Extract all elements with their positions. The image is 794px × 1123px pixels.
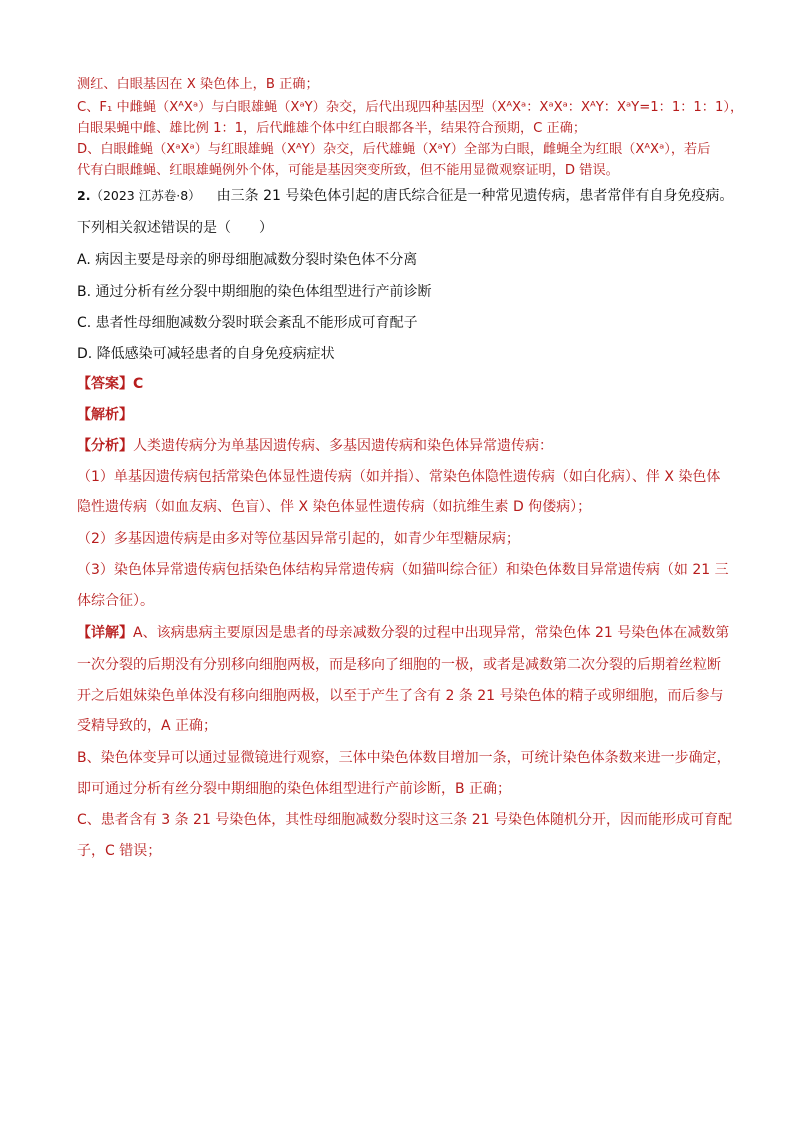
analysis-intro-text: 人类遗传病分为单基因遗传病、多基因遗传病和染色体异常遗传病： [133, 438, 553, 454]
prev-explanation-line: D、白眼雌蝇（XᵃXᵃ）与红眼雄蝇（XᴬY）杂交，后代雄蝇（XᵃY）全部为白眼，雌蝇全为红眼（XᴬXᵃ），若后 [77, 142, 711, 157]
question-stem-text: 由三条 21 号染色体引起的唐氏综合征是一种常见遗传病，患者常伴有自身免疫病。 [216, 188, 734, 204]
option-a: A. 病因主要是母亲的卵母细胞减数分裂时染色体不分离 [77, 252, 418, 268]
prev-explanation-line: 测红、白眼基因在 X 染色体上，B 正确； [77, 77, 319, 92]
prev-explanation-line: 代有白眼雌蝇、红眼雄蝇例外个体，可能是基因突变所致，但不能用显微观察证明，D 错误。 [77, 163, 619, 178]
detail-a-line: 受精导致的，A 正确； [77, 718, 218, 734]
prev-explanation-line: C、F₁ 中雌蝇（XᴬXᵃ）与白眼雄蝇（XᵃY）杂交，后代出现四种基因型（XᴬXᵃ：XᵃXᵃ：XᴬY：XᵃY=1：1：1：1）， [77, 100, 744, 115]
detail-c-line: 子，C 错误； [77, 843, 162, 859]
detail-a-line: 开之后姐妹染色单体没有移向细胞两极，以至于产生了含有 2 条 21 号染色体的精子或卵细胞，而后参与 [77, 688, 724, 704]
question-source: （2023 江苏卷·8） [90, 188, 201, 203]
option-b: B. 通过分析有丝分裂中期细胞的染色体组型进行产前诊断 [77, 284, 432, 300]
answer-value: C [133, 376, 144, 392]
detail-c-line: C、患者含有 3 条 21 号染色体，其性母细胞减数分裂时这三条 21 号染色体随机分开，因而能形成可育配 [77, 812, 733, 828]
detail-a-line: 一次分裂的后期没有分别移向细胞两极，而是移向了细胞的一极，或者是减数第二次分裂的后期着丝粒断 [77, 657, 721, 673]
analysis-heading-text: 【解析】 [77, 407, 133, 423]
analysis-paragraph: 隐性遗传病（如血友病、色盲）、伴 X 染色体显性遗传病（如抗维生素 D 佝偻病）； [77, 499, 592, 515]
option-c: C. 患者性母细胞减数分裂时联会紊乱不能形成可育配子 [77, 315, 418, 331]
analysis-paragraph: （1）单基因遗传病包括常染色体显性遗传病（如并指）、常染色体隐性遗传病（如白化病）、伴 X 染色体 [77, 469, 721, 485]
analysis-paragraph: （3）染色体异常遗传病包括染色体结构异常遗传病（如猫叫综合征）和染色体数目异常遗传病（如 21 三 [77, 562, 729, 578]
analysis-label: 【分析】 [77, 438, 133, 454]
analysis-intro [77, 436, 553, 456]
question-number: 2. [77, 188, 91, 203]
detail-b-line: B、染色体变异可以通过显微镜进行观察，三体中染色体数目增加一条，可统计染色体条数来进一步确定， [77, 750, 731, 766]
prev-explanation-line: 白眼果蝇中雌、雄比例 1：1，后代雌雄个体中红白眼都各半，结果符合预期，C 正确； [77, 121, 587, 136]
option-d: D. 降低感染可减轻患者的自身免疫病症状 [77, 346, 335, 362]
detail-a [77, 623, 729, 643]
analysis-paragraph: （2）多基因遗传病是由多对等位基因异常引起的，如青少年型糖尿病； [77, 531, 520, 547]
analysis-paragraph: 体综合征）。 [77, 593, 154, 609]
detail-label: 【详解】 [77, 625, 133, 641]
question-stem [77, 186, 733, 206]
question-stem-continuation: 下列相关叙述错误的是（ ） [77, 220, 273, 236]
detail-b-line: 即可通过分析有丝分裂中期细胞的染色体组型进行产前诊断，B 正确； [77, 781, 512, 797]
answer-label: 【答案】 [77, 376, 133, 392]
analysis-heading [77, 405, 133, 425]
detail-a-text: A、该病患病主要原因是患者的母亲减数分裂的过程中出现异常，常染色体 21 号染色体在减数第 [133, 625, 730, 641]
answer-line [77, 374, 143, 394]
